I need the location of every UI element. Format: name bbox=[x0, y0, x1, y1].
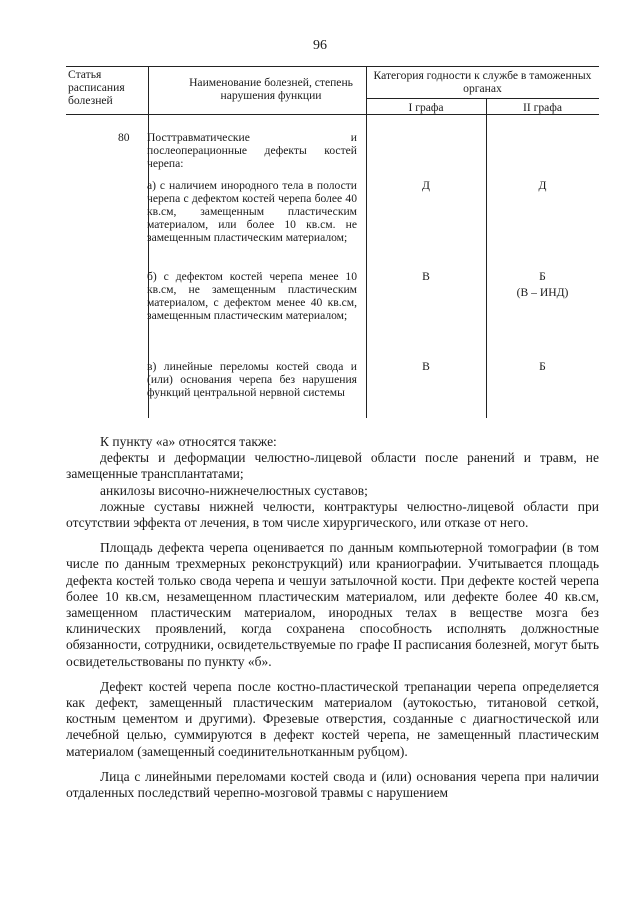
paragraph-3: анкилозы височно-нижнечелюстных суставов; bbox=[100, 482, 368, 498]
item-c-column-2: Б bbox=[539, 360, 546, 373]
item-c-description: в) линейные переломы костей свода и (или) основания черепа без нарушения функций центральной нервной системы bbox=[147, 360, 357, 399]
page-number: 96 bbox=[313, 38, 327, 53]
header-category: Категория годности к службе в таможенных органах bbox=[373, 69, 592, 95]
item-b-column-2: Б bbox=[539, 270, 546, 283]
category-header-rule bbox=[366, 98, 599, 99]
item-b-description: б) с дефектом костей черепа менее 10 кв.см, не замещенным пластическим материалом, с дефектом менее 40 кв.см, замещенным пластическим материалом; bbox=[147, 270, 357, 322]
paragraph-7: Лица с линейными переломами костей свода и (или) основания черепа при наличии отдаленных последствий черепно-мозговой травмы с нарушением bbox=[66, 768, 599, 801]
paragraph-2: дефекты и деформации челюстно-лицевой области после ранений и травм, не замещенные трансплантатами; bbox=[66, 450, 599, 482]
body-text bbox=[66, 434, 599, 801]
paragraph-6: Дефект костей черепа после костно-пластической трепанации черепа определяется как дефект, замещенный пластическим материалом (аутокостью, титановой сеткой, костным цементом и другими). Фрезевые отверстия, созданные с диагностической или лечебной целью, суммируются в дефект костей черепа, не замещенный пластическим материалом (замещенный соединительнотканным рубцом). bbox=[66, 678, 599, 759]
item-a-description: а) с наличием инородного тела в полости черепа с дефектом костей черепа более 40 кв.см, замещенным пластическим материалом, или более 10 кв.см. не замещенным пластическим материалом; bbox=[147, 179, 357, 244]
paragraph-4: ложные суставы нижней челюсти, контрактуры челюстно-лицевой области при отсутствии эффекта от лечения, в том числе хирургического, или отказе от него. bbox=[66, 498, 599, 531]
paragraph-5: Площадь дефекта черепа оценивается по данным компьютерной томографии (в том числе по данным трехмерных реконструкций) или краниографии. Учитывается площадь дефекта костей только свода черепа и чешуи затылочной кости. При дефекте костей черепа более 10 кв.см, незамещенном пластическим материалом, или дефекте более 40 кв.см, замещенном пластическим материалом, инородных телах в веществе мозга без клинических проявлений, когда сохранена способность исполнять должностные обязанности, сотрудники, освидетельствуемые по графе II расписания болезней, могут быть освидетельствованы по пункту «б». bbox=[66, 540, 599, 669]
paragraph-1: К пункту «а» относятся также: bbox=[100, 434, 277, 449]
item-b-column-2-extra: (В – ИНД) bbox=[516, 286, 569, 299]
header-article: Статья расписания болезней bbox=[68, 68, 125, 107]
disease-schedule-table bbox=[66, 66, 599, 418]
header-column-1: I графа bbox=[408, 101, 444, 114]
article-number: 80 bbox=[118, 131, 130, 144]
row-intro: Посттравматические и послеоперационные дефекты костей черепа: bbox=[147, 131, 357, 170]
item-a-column-1: Д bbox=[422, 179, 430, 192]
table-top-rule bbox=[66, 66, 599, 67]
header-column-2: II графа bbox=[523, 101, 562, 114]
item-b-column-1: В bbox=[422, 270, 430, 283]
header-bottom-rule bbox=[66, 114, 599, 115]
item-c-column-1: В bbox=[422, 360, 430, 373]
item-a-column-2: Д bbox=[538, 179, 547, 192]
header-name: Наименование болезней, степень нарушения функции bbox=[189, 76, 353, 102]
